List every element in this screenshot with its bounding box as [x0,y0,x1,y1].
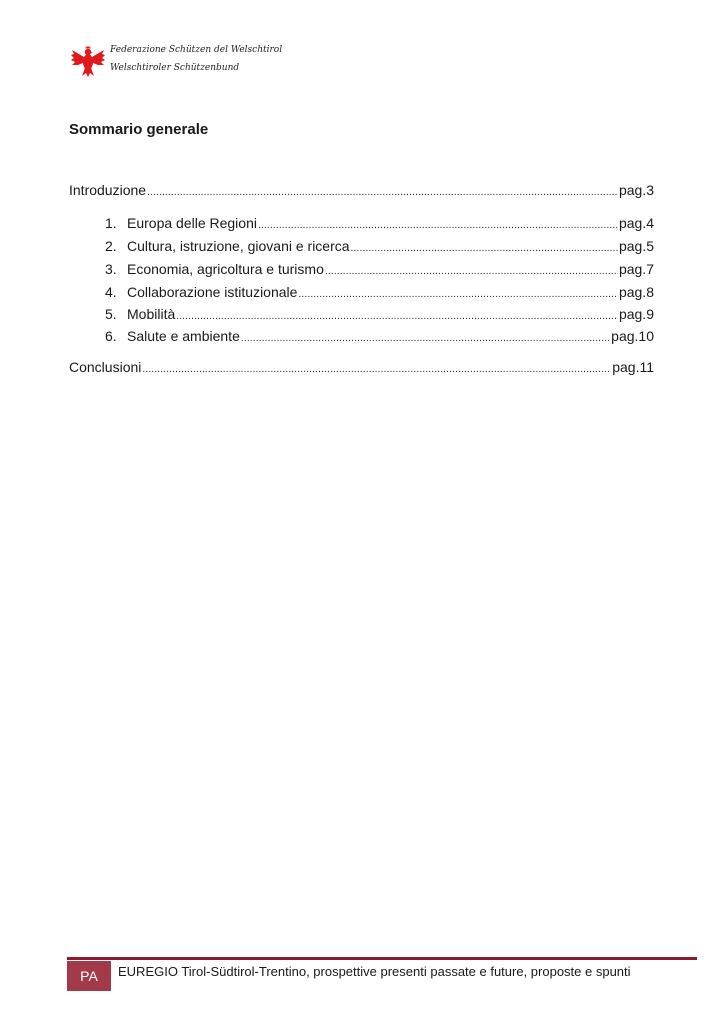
toc-entry-label: Salute e ambiente [127,328,240,344]
toc-entry-number: 5. [105,306,117,322]
letterhead-line-2: Welschtiroler Schützenbund [110,63,240,73]
toc-entry-page: pag.4 [618,215,654,231]
toc-entry-page: pag.11 [612,359,654,375]
toc-entry-5[interactable] [105,305,654,323]
dot-leader [142,361,611,379]
eagle-icon [70,44,106,78]
toc-entry-page: pag.10 [611,328,654,344]
page-title: Sommario generale [69,121,209,138]
toc-entry-page: pag.7 [618,261,654,277]
dot-leader [298,286,618,304]
letterhead [70,40,330,82]
toc-entry-label: Cultura, istruzione, giovani e ricerca [127,238,350,254]
toc-entry-label: Introduzione [69,182,147,198]
toc-entry-page: pag.3 [618,182,654,198]
toc-entry-label: Mobilità [127,306,176,322]
toc-entry-4[interactable] [105,283,654,301]
dot-leader [258,217,618,235]
dot-leader [241,330,610,348]
toc-entry-6[interactable] [105,327,654,345]
dot-leader [325,263,618,281]
toc-entry-label: Economia, agricoltura e turismo [127,261,324,277]
toc-entry-label: Collaborazione istituzionale [127,284,298,300]
toc-entry-number: 3. [105,261,117,277]
footer-rule [67,957,697,960]
toc-entry-conclusion[interactable] [69,358,654,376]
toc-entry-number: 6. [105,328,117,344]
toc-entry-3[interactable] [105,260,654,278]
toc-entry-2[interactable] [105,237,654,255]
toc-entry-number: 1. [105,215,117,231]
toc-entry-page: pag.9 [618,306,654,322]
toc-entry-introduction[interactable] [69,181,654,199]
toc-entry-label: Conclusioni [69,359,142,375]
dot-leader [176,308,618,326]
footer-tag: PA [67,961,111,991]
toc-entry-label: Europa delle Regioni [127,215,257,231]
toc-entry-1[interactable] [105,214,654,232]
footer-text: EUREGIO Tirol-Südtirol-Trentino, prospettive presenti passate e future, proposte e spunti [118,964,631,979]
toc-entry-number: 4. [105,284,117,300]
letterhead-line-1: Federazione Schützen del Welschtirol [110,45,283,55]
dot-leader [351,240,618,258]
toc-entry-page: pag.8 [618,284,654,300]
dot-leader [147,184,618,202]
toc-entry-number: 2. [105,238,117,254]
toc-entry-page: pag.5 [618,238,654,254]
